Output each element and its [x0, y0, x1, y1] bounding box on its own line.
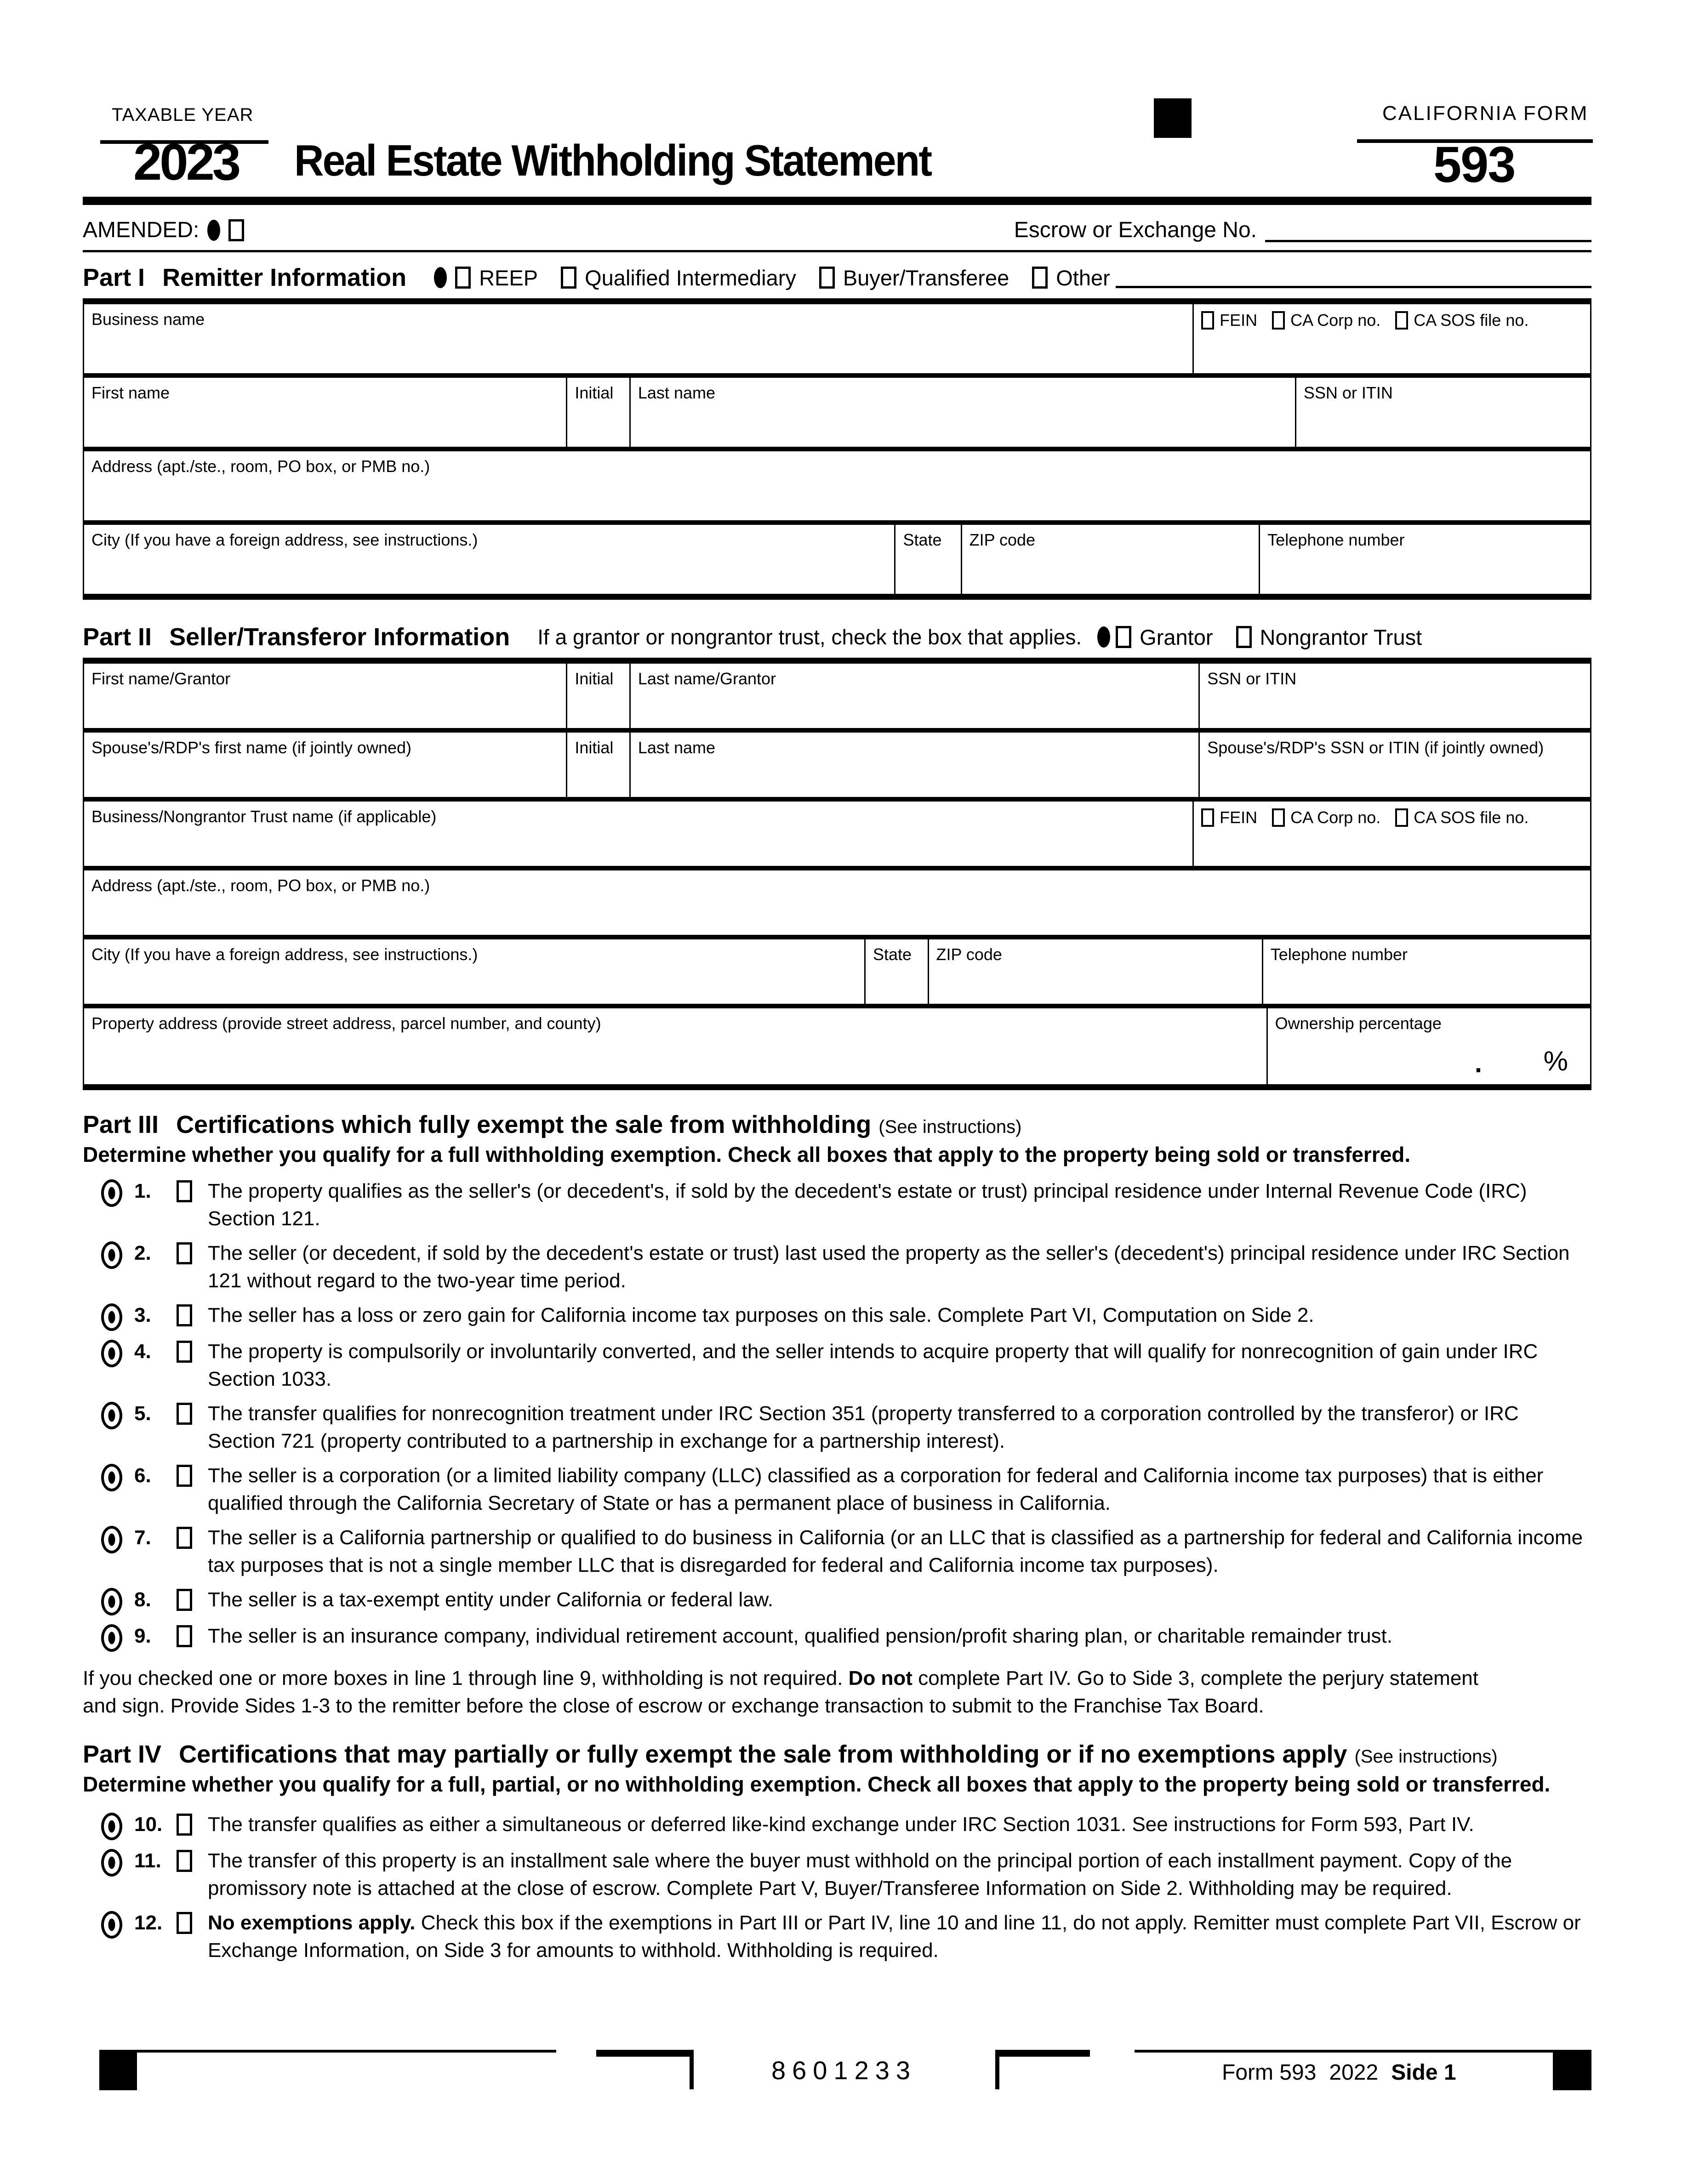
- part4-title: Certifications that may partially or fully exempt the sale from withholding or if no exemptions apply: [179, 1740, 1347, 1768]
- table-row: [84, 1004, 1590, 1084]
- footer-form-id: [1222, 2060, 1456, 2085]
- part1-reep-label: REEP: [479, 265, 538, 290]
- certification-item-9: [83, 1622, 1591, 1652]
- certification-item-2: [83, 1240, 1591, 1295]
- ca-corp-label: CA Corp no.: [1290, 808, 1381, 827]
- field-label: City (If you have a foreign address, see instructions.): [91, 530, 478, 549]
- field-label: Business name: [91, 310, 205, 329]
- table-row: [84, 797, 1590, 866]
- item-text: The transfer qualifies for nonrecognition treatment under IRC Section 351 (property transferred to a corporation controlled by the transferor) or IRC Section 721 (property contributed to a partnership in exchange for a partnership interest).: [208, 1402, 1519, 1452]
- item-number: 3.: [134, 1304, 151, 1326]
- field-label: ZIP code: [936, 945, 1002, 964]
- table-row: [84, 866, 1590, 935]
- part4-subtitle: Determine whether you qualify for a full, partial, or no withholding exemption. Check all boxes that apply to the property being sold or transferred.: [83, 1772, 1551, 1796]
- corner-bracket-icon: [596, 2050, 694, 2089]
- part1-buyer-transferee-checkbox[interactable]: [819, 267, 835, 289]
- part1-other-label: Other: [1056, 265, 1110, 290]
- part1-entity-id-field[interactable]: [1192, 304, 1590, 373]
- part3-items: [83, 1177, 1591, 1652]
- field-label: SSN or ITIN: [1207, 669, 1297, 688]
- certification-item-7: [83, 1524, 1591, 1579]
- part2-label: Part II: [83, 623, 152, 651]
- form-title: Real Estate Withholding Statement: [294, 136, 931, 185]
- scan-target-icon: [101, 1911, 122, 1939]
- part1-ca-sos-checkbox[interactable]: [1395, 311, 1408, 330]
- registration-mark-bottom-right: [1553, 2050, 1591, 2090]
- item-number: 4.: [134, 1340, 151, 1363]
- part1-header: [83, 263, 1591, 292]
- item-text: The seller is an insurance company, individual retirement account, qualified pension/profit sharing plan, or charitable remainder trust.: [208, 1625, 1392, 1647]
- part3-label: Part III: [83, 1111, 159, 1138]
- item-text: The seller is a corporation (or a limited liability company (LLC) classified as a corporation for federal and California income tax purposes) that is either qualified through the California Secretary of State or has a permanent place of business in California.: [208, 1464, 1544, 1514]
- part1-last-name-field[interactable]: [629, 378, 1295, 447]
- scan-target-icon: [101, 1241, 122, 1269]
- field-label: Last name: [638, 738, 715, 757]
- item-text: The seller is a California partnership or qualified to do business in California (or an LLC that is classified as a partnership for federal and California income tax purposes that is not a single member LLC that is disregarded for federal and California income tax purposes).: [208, 1526, 1583, 1576]
- item-number: 10.: [134, 1813, 163, 1836]
- item-number: 9.: [134, 1625, 151, 1647]
- part3-header: [83, 1110, 1591, 1139]
- part3-note: If you checked one or more boxes in line 1 through line 9, withholding is not required. Do not complete Part IV. Go to Side 3, complete the perjury statement and sign. Provide Sides 1-3 to the remitter before the close of escrow or exchange transaction to submit to the Franchise Tax Board.: [83, 1667, 1478, 1717]
- part2-title: Seller/Transferor Information: [169, 623, 510, 651]
- field-label: Initial: [575, 669, 614, 688]
- part2-ownership-percentage-field[interactable]: [1266, 1008, 1590, 1084]
- field-label: Address (apt./ste., room, PO box, or PMB no.): [91, 457, 430, 476]
- part2-initial-field[interactable]: [566, 664, 629, 728]
- taxable-year-value: 2023: [133, 133, 239, 191]
- escrow-number-input[interactable]: [1265, 218, 1591, 242]
- field-label: Address (apt./ste., room, PO box, or PMB no.): [91, 876, 430, 895]
- part2-header: [83, 623, 1591, 651]
- percent-sign: %: [1543, 1046, 1568, 1076]
- part1-other-checkbox[interactable]: [1032, 267, 1048, 289]
- field-label: Property address (provide street address, parcel number, and county): [91, 1014, 601, 1033]
- form-number: 593: [1433, 136, 1515, 193]
- footer-line-right: [1135, 2050, 1553, 2053]
- part2-grantor-label: Grantor: [1140, 625, 1213, 649]
- part2-zip-field[interactable]: [928, 939, 1262, 1004]
- part1-zip-field[interactable]: [961, 525, 1259, 594]
- item-text: The seller is a tax-exempt entity under California or federal law.: [208, 1588, 774, 1611]
- part1-first-name-field[interactable]: [84, 378, 566, 447]
- part4-items: [83, 1811, 1591, 1964]
- ca-corp-label: CA Corp no.: [1290, 311, 1381, 330]
- footer-form-label: Form 593: [1222, 2060, 1317, 2085]
- cert-6-checkbox[interactable]: [177, 1465, 192, 1487]
- cert-2-checkbox[interactable]: [177, 1242, 192, 1264]
- part1-qualified-intermediary-label: Qualified Intermediary: [585, 265, 796, 290]
- field-label: State: [903, 530, 942, 549]
- part2-table: [83, 658, 1591, 1090]
- california-form-label: CALIFORNIA FORM: [1382, 102, 1589, 125]
- cert-11-checkbox[interactable]: [177, 1850, 192, 1872]
- item-text: The seller has a loss or zero gain for California income tax purposes on this sale. Complete Part VI, Computation on Side 2.: [208, 1304, 1314, 1326]
- amended-checkbox[interactable]: [228, 219, 244, 241]
- decimal-point: .: [1474, 1048, 1482, 1078]
- field-label: SSN or ITIN: [1303, 383, 1393, 402]
- part3-title: Certifications which fully exempt the sale from withholding: [176, 1111, 872, 1138]
- part2-state-field[interactable]: [864, 939, 928, 1004]
- table-row: [84, 373, 1590, 447]
- scan-target-icon: [101, 1340, 122, 1367]
- certification-item-12: [83, 1909, 1591, 1964]
- item-number: 11.: [134, 1849, 161, 1872]
- table-row: [84, 304, 1590, 373]
- fein-label: FEIN: [1220, 311, 1258, 330]
- scan-target-icon: [101, 1624, 122, 1652]
- part2-entity-id-field[interactable]: [1192, 802, 1590, 866]
- part2-ssn-field[interactable]: [1198, 664, 1590, 728]
- scanline-code: 8601233: [771, 2056, 917, 2085]
- part3-subtitle: Determine whether you qualify for a full withholding exemption. Check all boxes that apply to the property being sold or transferred.: [83, 1143, 1411, 1166]
- cert-10-checkbox[interactable]: [177, 1814, 192, 1836]
- amended-label: AMENDED:: [83, 218, 200, 242]
- field-label: Last name/Grantor: [638, 669, 776, 688]
- scan-target-icon: [101, 1179, 122, 1207]
- cert-8-checkbox[interactable]: [177, 1589, 192, 1611]
- part2-last-name-grantor-field[interactable]: [629, 664, 1198, 728]
- item-text: No exemptions apply. Check this box if the exemptions in Part III or Part IV, line 10 and line 11, do not apply. Remitter must complete Part VII, Escrow or Exchange Information, on Side 3 for amounts to withhold. Withholding is required.: [208, 1911, 1581, 1962]
- certification-item-10: [83, 1811, 1591, 1840]
- item-number: 5.: [134, 1402, 151, 1425]
- field-label: Business/Nongrantor Trust name (if applicable): [91, 807, 437, 826]
- part4-header: [83, 1740, 1591, 1769]
- part2-business-trust-name-field[interactable]: [84, 802, 1192, 866]
- part1-buyer-transferee-label: Buyer/Transferee: [843, 265, 1009, 290]
- part2-first-name-grantor-field[interactable]: [84, 664, 566, 728]
- certification-item-8: [83, 1586, 1591, 1615]
- part1-ssn-field[interactable]: [1295, 378, 1590, 447]
- field-label: Spouse's/RDP's SSN or ITIN (if jointly owned): [1207, 738, 1544, 757]
- certification-item-4: [83, 1338, 1591, 1393]
- ca-sos-label: CA SOS file no.: [1414, 311, 1529, 330]
- cert-9-checkbox[interactable]: [177, 1625, 192, 1647]
- ca-sos-label: CA SOS file no.: [1414, 808, 1529, 827]
- table-row: [84, 728, 1590, 797]
- corner-bracket-icon: [995, 2050, 1090, 2089]
- scan-target-icon: [101, 1849, 122, 1877]
- part2-ca-sos-checkbox[interactable]: [1395, 808, 1408, 827]
- cert-1-checkbox[interactable]: [177, 1180, 192, 1202]
- table-row: [84, 447, 1590, 520]
- see-instructions-note: (See instructions): [1354, 1746, 1498, 1767]
- scan-target-icon: [101, 1526, 122, 1553]
- field-label: First name/Grantor: [91, 669, 231, 688]
- part2-nongrantor-label: Nongrantor Trust: [1260, 625, 1422, 649]
- part4-label: Part IV: [83, 1740, 162, 1768]
- fill-indicator-dot: [207, 220, 220, 241]
- fill-indicator-dot: [1097, 626, 1110, 648]
- part1-business-name-field[interactable]: [84, 304, 1192, 373]
- field-label: ZIP code: [969, 530, 1036, 549]
- cert-4-checkbox[interactable]: [177, 1341, 192, 1363]
- part2-city-field[interactable]: [84, 939, 864, 1004]
- item-number: 1.: [134, 1180, 151, 1202]
- fein-label: FEIN: [1220, 808, 1258, 827]
- item-number: 8.: [134, 1588, 151, 1611]
- certification-item-1: [83, 1177, 1591, 1233]
- part1-state-field[interactable]: [894, 525, 960, 594]
- header-divider: [83, 197, 1591, 205]
- field-label: State: [873, 945, 912, 964]
- item-number: 6.: [134, 1464, 151, 1487]
- certification-item-5: [83, 1400, 1591, 1455]
- scan-target-icon: [101, 1402, 122, 1429]
- table-row: [84, 664, 1590, 728]
- item-text: The property is compulsorily or involuntarily converted, and the seller intends to acquire property that will qualify for nonrecognition of gain under IRC Section 1033.: [208, 1340, 1538, 1390]
- part1-reep-checkbox[interactable]: [455, 267, 471, 289]
- footer-line-left: [137, 2050, 556, 2053]
- part1-fein-checkbox[interactable]: [1201, 311, 1214, 330]
- field-label: Spouse's/RDP's first name (if jointly owned): [91, 738, 412, 757]
- field-label: Ownership percentage: [1275, 1014, 1442, 1033]
- cert-5-checkbox[interactable]: [177, 1403, 192, 1425]
- scan-target-icon: [101, 1464, 122, 1491]
- table-row: [84, 520, 1590, 594]
- field-label: City (If you have a foreign address, see instructions.): [91, 945, 478, 964]
- item-text: The transfer of this property is an installment sale where the buyer must withhold on the principal portion of each installment payment. Copy of the promissory note is attached at the close of escrow. Complete Part V, Buyer/Transferee Information on Side 2. Withholding may be required.: [208, 1849, 1512, 1900]
- item-number: 7.: [134, 1526, 151, 1549]
- part2-grantor-checkbox[interactable]: [1116, 626, 1131, 648]
- part1-city-field[interactable]: [84, 525, 894, 594]
- part1-other-input[interactable]: [1116, 264, 1591, 288]
- part2-spouse-ssn-field[interactable]: [1198, 733, 1590, 797]
- part1-address-field[interactable]: [84, 451, 1590, 520]
- certification-item-6: [83, 1462, 1591, 1517]
- amended-row: [83, 213, 1591, 243]
- part1-initial-field[interactable]: [566, 378, 629, 447]
- part1-qualified-intermediary-checkbox[interactable]: [561, 267, 576, 289]
- field-label: Initial: [575, 383, 614, 402]
- field-label: Telephone number: [1267, 530, 1405, 549]
- item-text: The seller (or decedent, if sold by the decedent's estate or trust) last used the property as the seller's (decedent's) principal residence under IRC Section 121 without regard to the two-year time period.: [208, 1242, 1570, 1292]
- footer-side-label: Side 1: [1391, 2060, 1456, 2085]
- scan-target-icon: [101, 1303, 122, 1331]
- part2-property-address-field[interactable]: [84, 1008, 1266, 1084]
- part2-phone-field[interactable]: [1262, 939, 1590, 1004]
- field-label: Initial: [575, 738, 614, 757]
- item-text: The property qualifies as the seller's (or decedent's, if sold by the decedent's estate or trust) principal residence under Internal Revenue Code (IRC) Section 121.: [208, 1180, 1527, 1230]
- part2-spouse-last-name-field[interactable]: [629, 733, 1198, 797]
- part2-trust-note: If a grantor or nongrantor trust, check the box that applies.: [537, 625, 1082, 649]
- part1-title: Remitter Information: [162, 264, 407, 291]
- footer-form-year: 2022: [1329, 2060, 1379, 2085]
- item-number: 2.: [134, 1242, 151, 1264]
- section-rule: [83, 250, 1591, 252]
- cert-7-checkbox[interactable]: [177, 1527, 192, 1549]
- table-row: [84, 935, 1590, 1004]
- scan-target-icon: [101, 1813, 122, 1840]
- part1-label: Part I: [83, 264, 145, 291]
- field-label: Last name: [638, 383, 715, 402]
- registration-mark-bottom-left: [99, 2050, 137, 2090]
- field-label: First name: [91, 383, 170, 402]
- part2-spouse-first-name-field[interactable]: [84, 733, 566, 797]
- item-number: 12.: [134, 1911, 163, 1934]
- part1-ca-corp-checkbox[interactable]: [1272, 311, 1285, 330]
- part2-spouse-initial-field[interactable]: [566, 733, 629, 797]
- part2-fein-checkbox[interactable]: [1201, 808, 1214, 827]
- escrow-number-label: Escrow or Exchange No.: [1014, 218, 1257, 242]
- taxable-year-label: TAXABLE YEAR: [112, 105, 254, 125]
- field-label: Telephone number: [1270, 945, 1408, 964]
- fill-indicator-dot: [434, 267, 447, 288]
- part2-nongrantor-checkbox[interactable]: [1236, 626, 1252, 648]
- certification-item-3: [83, 1302, 1591, 1331]
- item-text: The transfer qualifies as either a simultaneous or deferred like-kind exchange under IRC Section 1031. See instructions for Form 593, Part IV.: [208, 1813, 1474, 1836]
- registration-mark-top: [1154, 98, 1192, 138]
- cert-12-checkbox[interactable]: [177, 1912, 192, 1934]
- see-instructions-note: (See instructions): [878, 1117, 1022, 1137]
- part1-table: [83, 298, 1591, 600]
- part1-phone-field[interactable]: [1259, 525, 1590, 594]
- part2-ca-corp-checkbox[interactable]: [1272, 808, 1285, 827]
- part2-address-field[interactable]: [84, 870, 1590, 935]
- cert-3-checkbox[interactable]: [177, 1304, 192, 1326]
- certification-item-11: [83, 1847, 1591, 1902]
- scan-target-icon: [101, 1588, 122, 1615]
